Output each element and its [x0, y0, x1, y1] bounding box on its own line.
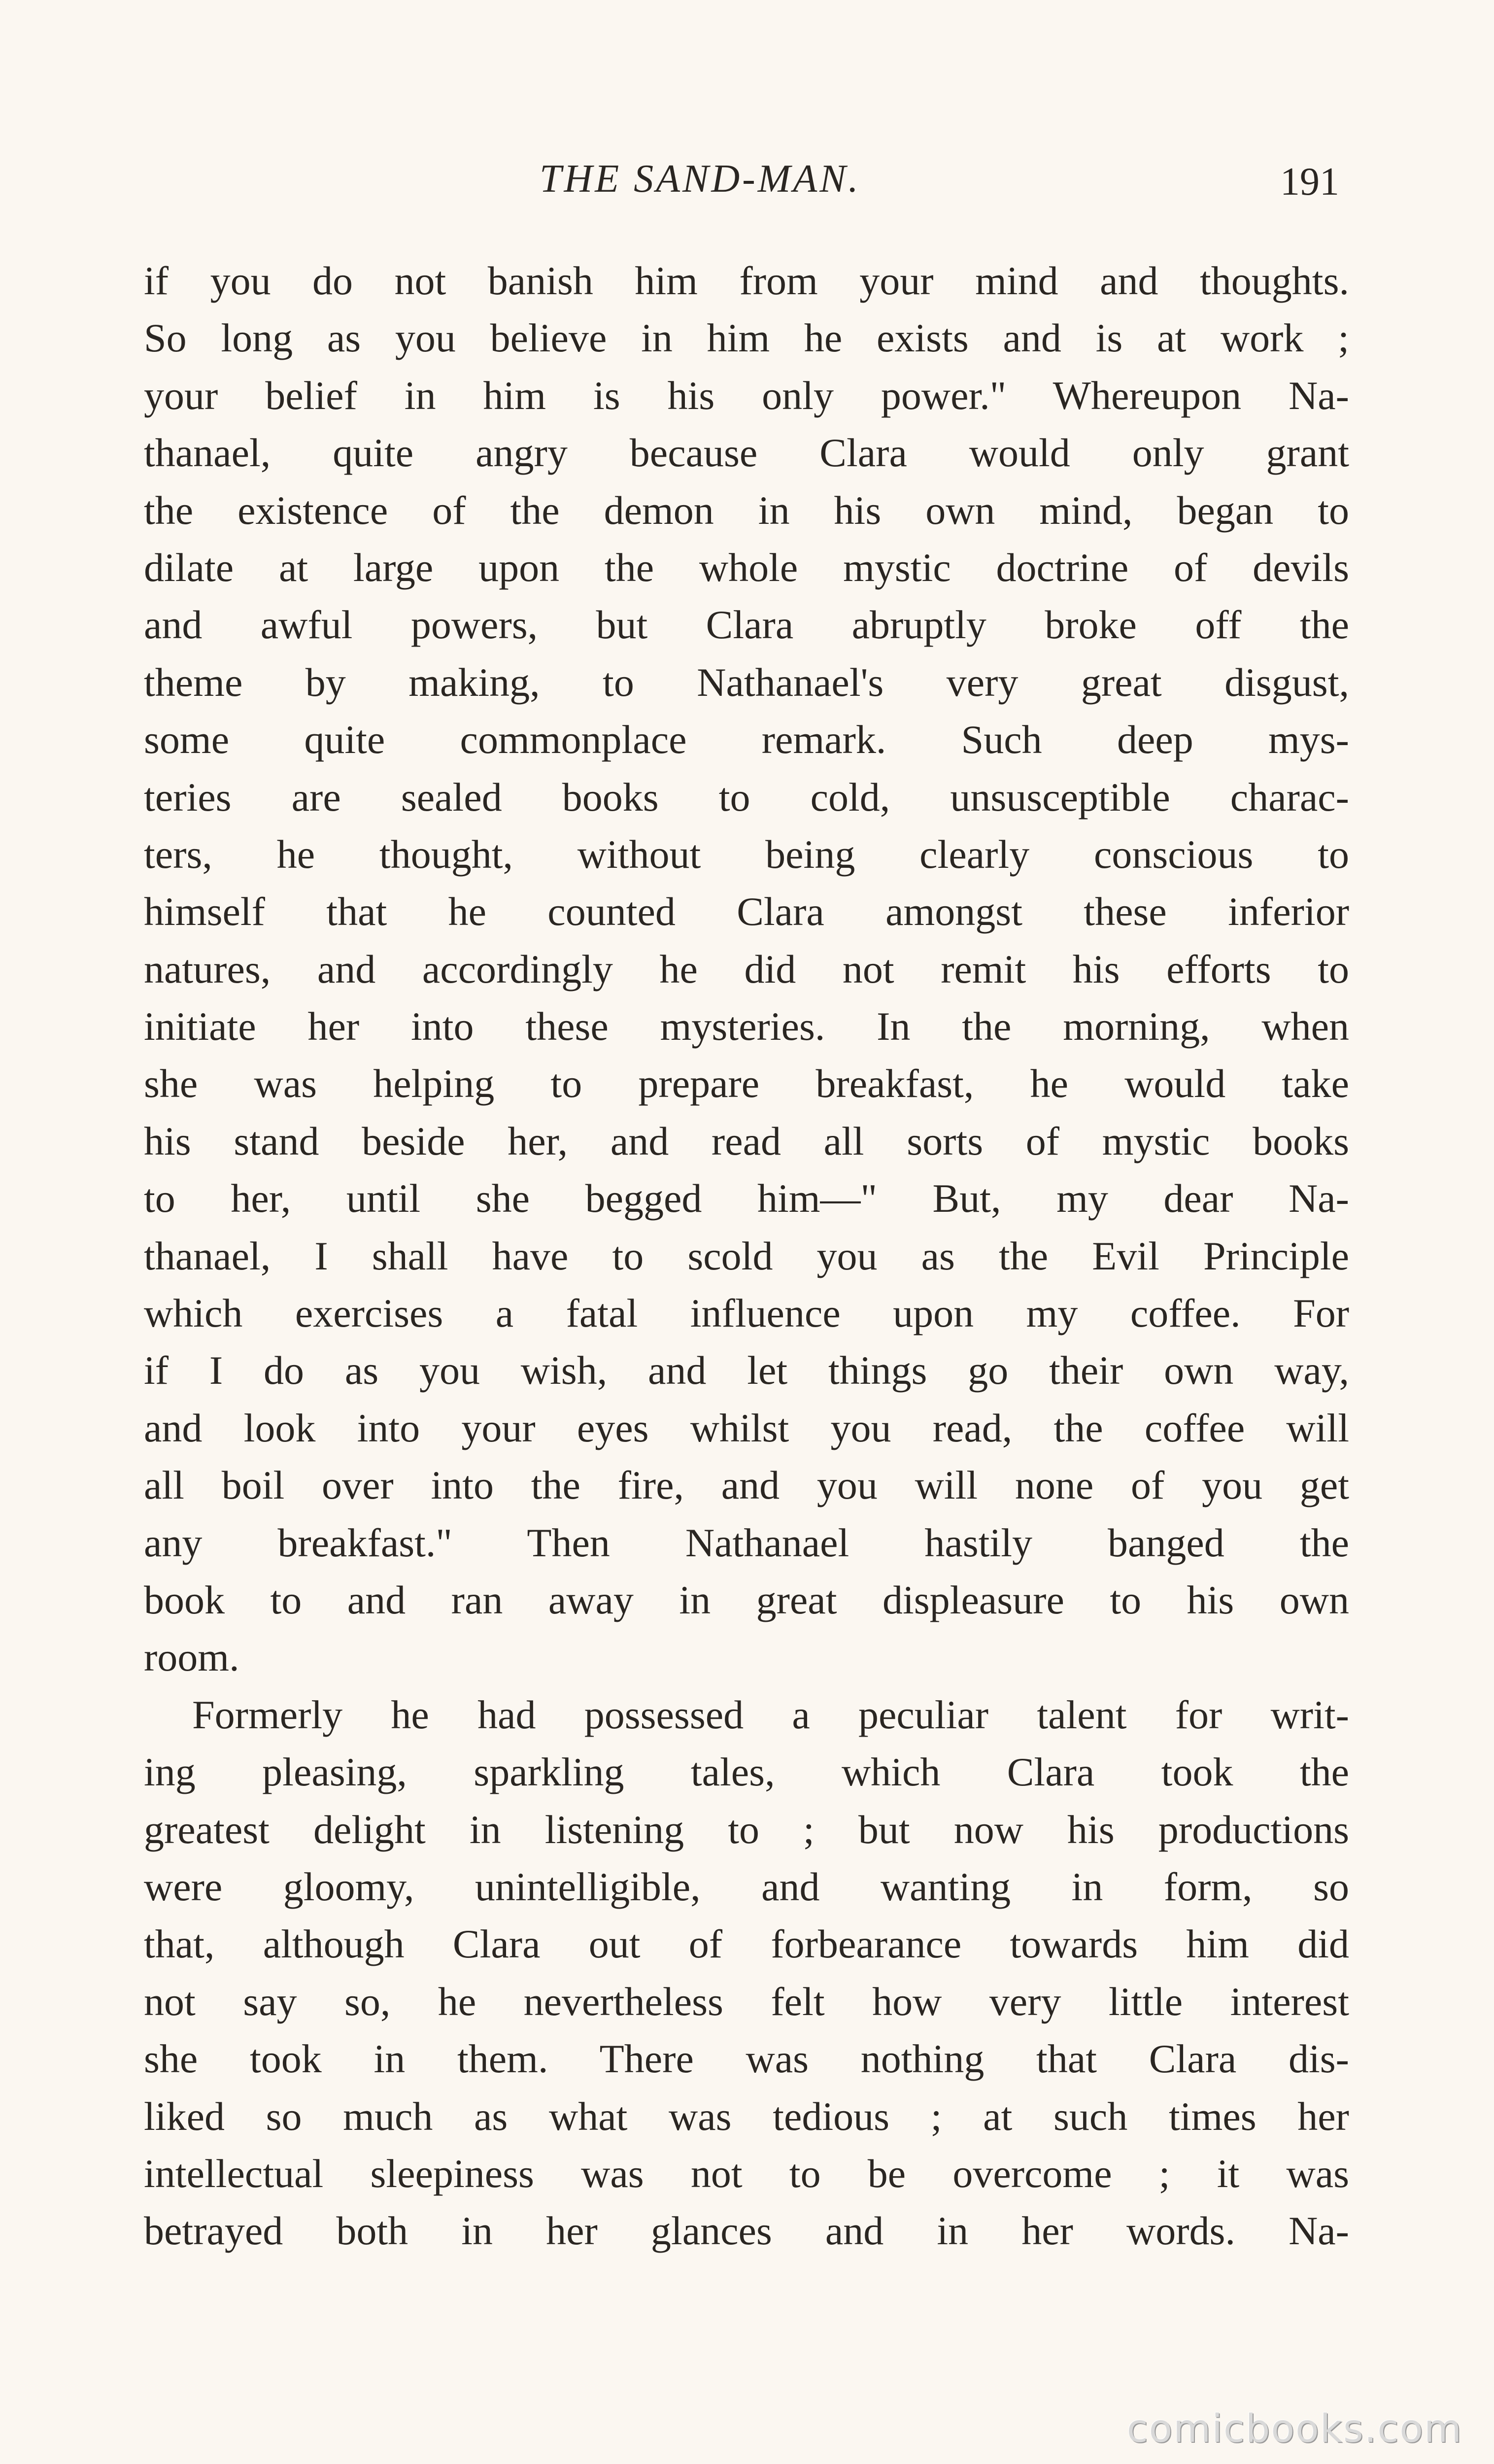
text-line: his stand beside her, and read all sorts of mystic books [144, 1118, 1349, 1164]
text-line: room. [144, 1635, 239, 1680]
text-line: thanael, I shall have to scold you as the Evil Principle [144, 1233, 1349, 1278]
page-text [144, 252, 1349, 2260]
text-line: any breakfast." Then Nathanael hastily banged the [144, 1520, 1349, 1565]
text-line: So long as you believe in him he exists and is at work ; [144, 315, 1349, 361]
text-line: liked so much as what was tedious ; at such times her [144, 2093, 1349, 2139]
text-line: ters, he thought, without being clearly conscious to [144, 831, 1349, 877]
paragraph [144, 1686, 1349, 2260]
text-line: not say so, he nevertheless felt how very little interest [144, 1979, 1349, 2024]
text-line: thanael, quite angry because Clara would only grant [144, 430, 1349, 476]
text-line: teries are sealed books to cold, unsusceptible charac- [144, 774, 1349, 820]
text-line: to her, until she begged him—" But, my dear Na‑ [144, 1176, 1349, 1221]
text-line: some quite commonplace remark. Such deep mys- [144, 717, 1349, 762]
page-number: 191 [1280, 160, 1339, 204]
text-line: were gloomy, unintelligible, and wanting in form, so [144, 1864, 1349, 1909]
text-line: intellectual sleepiness was not to be overcome ; it was [144, 2151, 1349, 2196]
text-line: she was helping to prepare breakfast, he would take [144, 1061, 1349, 1106]
text-line: your belief in him is his only power." Whereupon Na- [144, 373, 1349, 418]
text-line: betrayed both in her glances and in her words. Na- [144, 2208, 1349, 2254]
text-line: and awful powers, but Clara abruptly broke off the [144, 602, 1349, 648]
text-line: that, although Clara out of forbearance towards him did [144, 1921, 1349, 1967]
text-line: book to and ran away in great displeasure to his own [144, 1577, 1349, 1622]
page-header [0, 157, 1494, 211]
watermark: comicbooks.com [1126, 2407, 1462, 2451]
text-line: and look into your eyes whilst you read, the coffee will [144, 1405, 1349, 1450]
text-line: natures, and accordingly he did not remit his efforts to [144, 946, 1349, 992]
running-title: THE SAND-MAN. [540, 157, 861, 201]
text-line: himself that he counted Clara amongst these inferior [144, 889, 1349, 934]
text-line: if I do as you wish, and let things go their own way, [144, 1348, 1349, 1393]
text-line: which exercises a fatal influence upon my coffee. For [144, 1291, 1349, 1336]
text-line: theme by making, to Nathanael's very great disgust, [144, 659, 1349, 705]
text-line: if you do not banish him from your mind and thoughts. [144, 258, 1349, 303]
text-line: initiate her into these mysteries. In the morning, when [144, 1004, 1349, 1049]
text-line: greatest delight in listening to ; but now his productions [144, 1807, 1349, 1852]
text-line: all boil over into the fire, and you will none of you get [144, 1463, 1349, 1508]
text-line: she took in them. There was nothing that Clara dis- [144, 2036, 1349, 2082]
text-line: Formerly he had possessed a peculiar talent for writ- [192, 1692, 1349, 1737]
paragraph [144, 252, 1349, 1686]
text-line: dilate at large upon the whole mystic doctrine of devils [144, 545, 1349, 590]
text-line: ing pleasing, sparkling tales, which Clara took the [144, 1749, 1349, 1795]
text-line: the existence of the demon in his own mind, began to [144, 487, 1349, 533]
